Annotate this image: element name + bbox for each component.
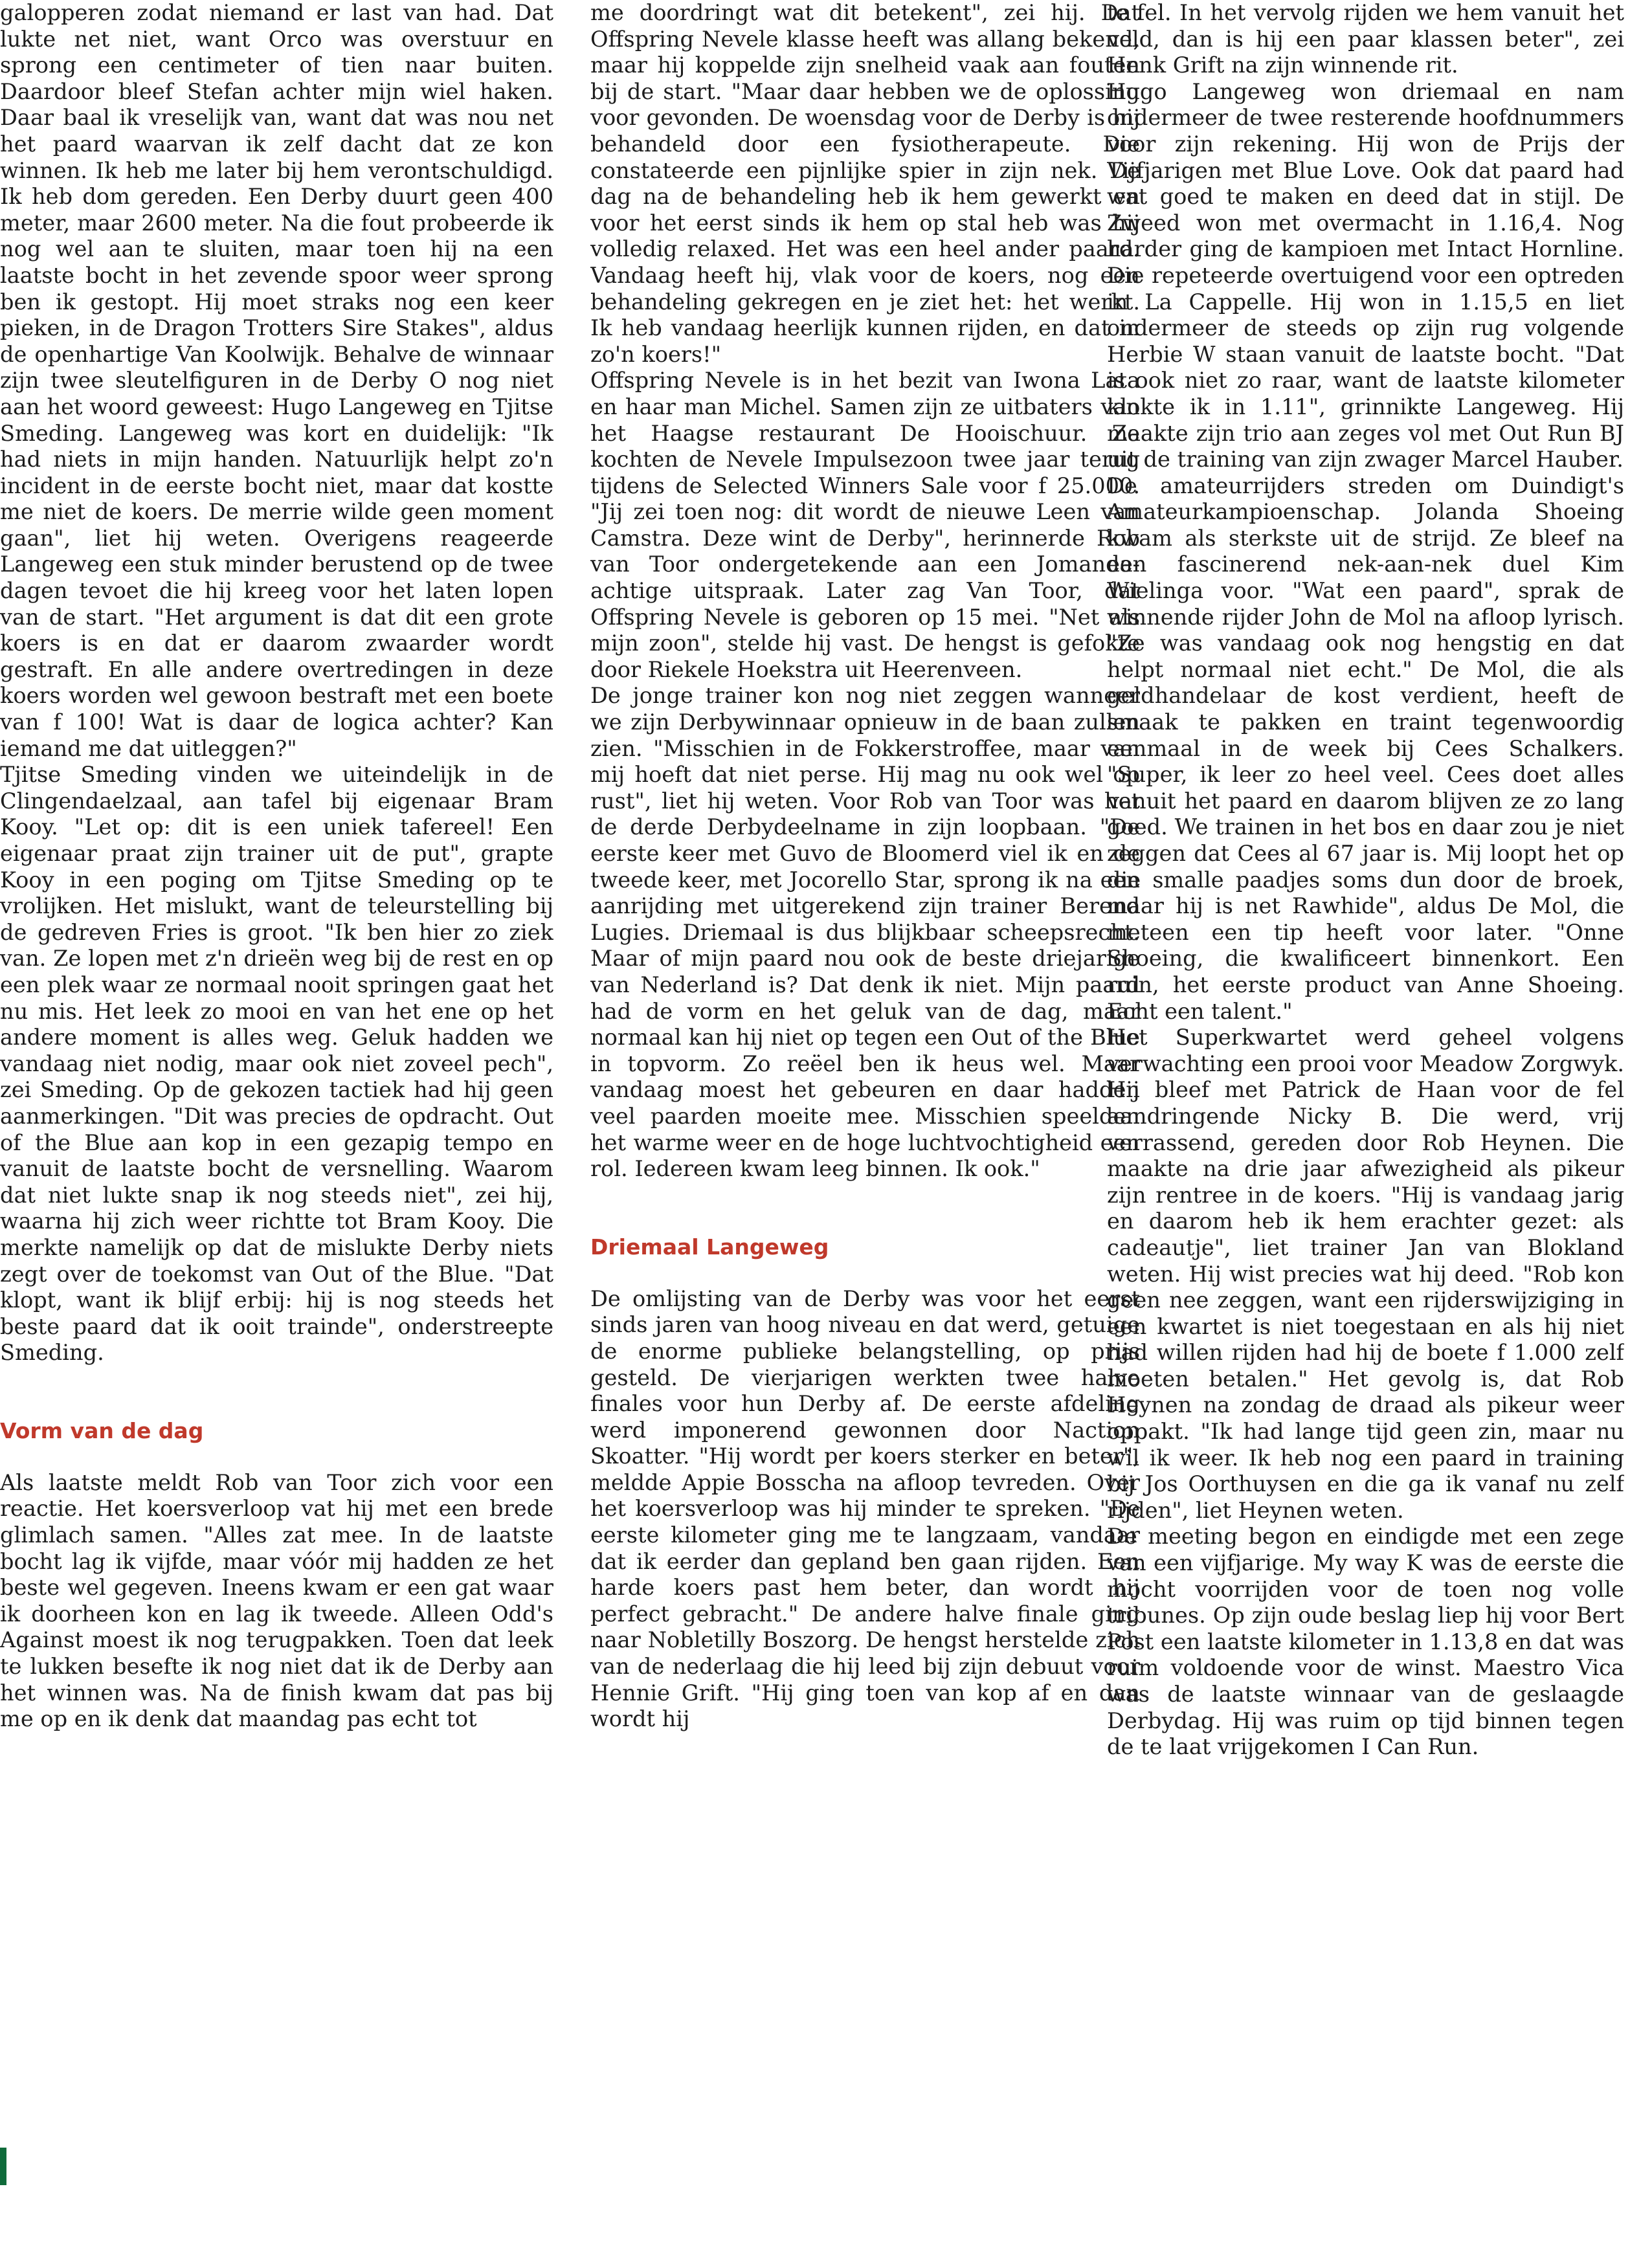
article-paragraph: De meeting begon en eindigde met een zege van een vijfjarige. My way K was de eerste die mocht voorrijden voor de toen nog volle tribunes. Op zijn oude beslag liep hij voor Bert Post een laatste kilometer in 1.13,8 en dat was ruim voldoende voor de winst. Maestro Vica was de laatste winnaar van de geslaagde Derbydag. Hij was ruim op tijd binnen tegen de te laat vrijgekomen I Can Run. (1107, 1524, 1624, 1760)
article-paragraph: Hugo Langeweg won driemaal en nam ondermeer de twee resterende hoofdnummers voor zijn rekening. Hij won de Prijs der Vijfjarigen met Blue Love. Ook dat paard had wat goed te maken en deed dat in stijl. De Zweed won met overmacht in 1.16,4. Nog harder ging de kampioen met Intact Hornline. Die repeteerde overtuigend voor een optreden in La Cappelle. Hij won in 1.15,5 en liet ondermeer de steeds op zijn rug volgende Herbie W staan vanuit de laatste bocht. "Dat is ook niet zo raar, want de laatste kilometer klokte ik in 1.11", grinnikte Langeweg. Hij maakte zijn trio aan zeges vol met Out Run BJ uit de training van zijn zwager Marcel Hauber. (1107, 78, 1624, 472)
article-paragraph: Offspring Nevele is in het bezit van Iwona Lata en haar man Michel. Samen zijn ze uitbaters van het Haagse restaurant De Hooischuur. Ze kochten de Nevele Impulsezoon twee jaar terug tijdens de Selected Winners Sale voor f 25.000. "Jij zei toen nog: dit wordt de nieuwe Leen van Camstra. Deze wint de Derby", herinnerde Rob van Toor ondergetekende aan een Jomanda-achtige uitspraak. Later zag Van Toor, dat Offspring Nevele is geboren op 15 mei. "Net als mijn zoon", stelde hij vast. De hengst is gefokte door Riekele Hoekstra uit Heerenveen. (590, 368, 1140, 682)
article-paragraph: galopperen zodat niemand er last van had. Dat lukte net niet, want Orco was overstuur en sprong een centimeter of tien naar buiten. Daardoor bleef Stefan achter mijn wiel haken. Daar baal ik vreselijk van, want dat was nou net het paard waarvan ik zelf dacht dat ze kon winnen. Ik heb me later bij hem verontschuldigd. Ik heb dom gereden. Een Derby duurt geen 400 meter, maar 2600 meter. Na die fout probeerde ik nog wel aan te sluiten, maar toen hij na een laatste bocht in het zevende spoor weer sprong ben ik gestopt. Hij moet straks nog een keer pieken, in de Dragon Trotters Sire Stakes", aldus de openhartige Van Koolwijk. Behalve de winnaar zijn twee sleutelfiguren in de Derby O nog niet aan het woord geweest: Hugo Langeweg en Tjitse Smeding. Langeweg was kort en duidelijk: "Ik had niets in mijn handen. Natuurlijk helpt zo'n incident in de eerste bocht niet, maar dat kostte me niet de koers. De merrie wilde geen moment gaan", liet hij weten. Overigens reageerde Langeweg een stuk minder berustend op de twee dagen tevoet die hij kreeg voor het laten lopen van de start. "Het argument is dat dit een grote koers is en dat er daarom zwaarder wordt gestraft. En alle andere overtredingen in deze koers worden wel gewoon bestraft met een boete van f 100! Wat is daar de logica achter? Kan iemand me dat uitleggen?" (0, 0, 553, 761)
article-paragraph: De omlijsting van de Derby was voor het eerst sinds jaren van hoog niveau en dat werd, getuige de enorme publieke belangstelling, op prijs gesteld. De vierjarigen werkten twee halve finales voor hun Derby af. De eerste afdeling werd imponerend gewonnen door Naction Skoatter. "Hij wordt per koers sterker en beter", meldde Appie Bosscha na afloop tevreden. Over het koersverloop was hij minder te spreken. "De eerste kilometer ging me te langzaam, vandaar dat ik eerder dan gepland ben gaan rijden. Een harde koers past hem beter, dan wordt hij perfect gebracht." De andere halve finale ging naar Nobletilly Boszorg. De hengst herstelde zich van de nederlaag die hij leed bij zijn debuut voor Hennie Grift. "Hij ging toen van kop af en dan wordt hij (590, 1285, 1140, 1732)
section-heading: Driemaal Langeweg (590, 1234, 829, 1260)
article-paragraph: De jonge trainer kon nog niet zeggen wanneer we zijn Derbywinnaar opnieuw in de baan zullen zien. "Misschien in de Fokkerstroffee, maar van mij hoeft dat niet perse. Hij mag nu ook wel op rust", liet hij weten. Voor Rob van Toor was het de derde Derbydeelname in zijn loopbaan. "De eerste keer met Guvo de Bloomerd viel ik en de tweede keer, met Jocorello Star, sprong ik na een aanrijding met uitgerekend zijn trainer Berend Lugies. Driemaal is dus blijkbaar scheepsrecht. Maar of mijn paard nou ook de beste driejarige van Nederland is? Dat denk ik niet. Mijn paard had de vorm en het geluk van de dag, maar normaal kan hij niet op tegen een Out of the Blue in topvorm. Zo reëel ben ik heus wel. Maar vandaag moest het gebeuren en daar hadden veel paarden moeite mee. Misschien speelden het warme weer en de hoge luchtvochtigheid een rol. Iedereen kwam leeg binnen. Ik ook." (590, 683, 1140, 1182)
article-paragraph: De amateurrijders streden om Duindigt's Amateurkampioenschap. Jolanda Shoeing kwam als sterkste uit de strijd. Ze bleef na een fascinerend nek-aan-nek duel Kim Wielinga voor. "Wat een paard", sprak de winnende rijder John de Mol na afloop lyrisch. "Ze was vandaag ook nog hengstig en dat helpt normaal niet echt." De Mol, die als geldhandelaar de kost verdient, heeft de smaak te pakken en traint tegenwoordig eenmaal in de week bij Cees Schalkers. "Super, ik leer zo heel veel. Cees doet alles vanuit het paard en daarom blijven ze zo lang goed. We trainen in het bos en daar zou je niet zeggen dat Cees al 67 jaar is. Mij loopt het op die smalle paadjes soms dun door de broek, maar hij is net Rawhide", aldus De Mol, die meteen een tip heeft voor later. "Onne Shoeing, die kwalificeert binnenkort. Een ruin, het eerste product van Anne Shoeing. Echt een talent." (1107, 472, 1624, 1024)
article-paragraph: te fel. In het vervolg rijden we hem vanuit het veld, dan is hij een paar klassen beter", zei Henk Grift na zijn winnende rit. (1107, 0, 1624, 78)
page-edge-marker (0, 2148, 6, 2185)
article-paragraph: Als laatste meldt Rob van Toor zich voor een reactie. Het koersverloop vat hij met een brede glimlach samen. "Alles zat mee. In de laatste bocht lag ik vijfde, maar vóór mij hadden ze het beste wel gegeven. Ineens kwam er een gat waar ik doorheen kon en lag ik tweede. Alleen Odd's Against moest ik nog terugpakken. Toen dat leek te lukken besefte ik nog niet dat ik de Derby aan het winnen was. Na de finish kwam dat pas bij me op en ik denk dat maandag pas echt tot (0, 1469, 553, 1732)
article-paragraph: Het Superkwartet werd geheel volgens verwachting een prooi voor Meadow Zorgwyk. Hij bleef met Patrick de Haan voor de fel aandringende Nicky B. Die werd, vrij verrassend, gereden door Rob Heynen. Die maakte na drie jaar afwezigheid als pikeur zijn rentree in de koers. "Hij is vandaag jarig en daarom heb ik hem erachter gezet: als cadeautje", liet trainer Jan van Blokland weten. Hij wist precies wat hij deed. "Rob kon geen nee zeggen, want een rijderswijziging in een kwartet is niet toegestaan en als hij niet had willen rijden had hij de boete f 1.000 zelf moeten betalen." Het gevolg is, dat Rob Heynen na zondag de draad als pikeur weer oppakt. "Ik had lange tijd geen zin, maar nu wil ik weer. Ik heb nog een paard in training bij Jos Oorthuysen en die ga ik vanaf nu zelf rijden", liet Heynen weten. (1107, 1025, 1624, 1523)
article-paragraph: me doordringt wat dit betekent", zei hij. Dat Offspring Nevele klasse heeft was allang bekend, maar hij koppelde zijn snelheid vaak aan fouten bij de start. "Maar daar hebben we de oplossing voor gevonden. De woensdag voor de Derby is hij behandeld door een fysiotherapeute. Die constateerde een pijnlijke spier in zijn nek. De dag na de behandeling heb ik hem gewerkt en voor het eerst sinds ik hem op stal heb was hij volledig relaxed. Het was een heel ander paard. Vandaag heeft hij, vlak voor de koers, nog een behandeling gekregen en je ziet het: het werkt. Ik heb vandaag heerlijk kunnen rijden, en dat in zo'n koers!" (590, 0, 1140, 367)
column-2 (590, 0, 1140, 2268)
section-heading: Vorm van de dag (0, 1418, 204, 1443)
column-1 (0, 0, 553, 2268)
article-paragraph: Tjitse Smeding vinden we uiteindelijk in de Clingendaelzaal, aan tafel bij eigenaar Bram Kooy. "Let op: dit is een uniek tafereel! Een eigenaar praat zijn trainer uit de put", grapte Kooy in een poging om Tjitse Smeding op te vrolijken. Het mislukt, want de teleurstelling bij de gedreven Fries is groot. "Ik ben hier zo ziek van. Ze lopen met z'n drieën weg bij de rest en op een plek waar ze normaal nooit springen gaat het nu mis. Het leek zo mooi en van het ene op het andere moment is alles weg. Geluk hadden we vandaag niet nodig, maar ook niet zoveel pech", zei Smeding. Op de gekozen tactiek had hij geen aanmerkingen. "Dit was precies de opdracht. Out of the Blue aan kop in een gezapig tempo en vanuit de laatste bocht de versnelling. Waarom dat niet lukte snap ik nog steeds niet", zei hij, waarna hij zich weer richtte tot Bram Kooy. Die merkte namelijk op dat de mislukte Derby niets zegt over de toekomst van Out of the Blue. "Dat klopt, want ik blijf erbij: hij is nog steeds het beste paard dat ik ooit trainde", onderstreepte Smeding. (0, 762, 553, 1366)
column-3 (1107, 0, 1624, 2268)
